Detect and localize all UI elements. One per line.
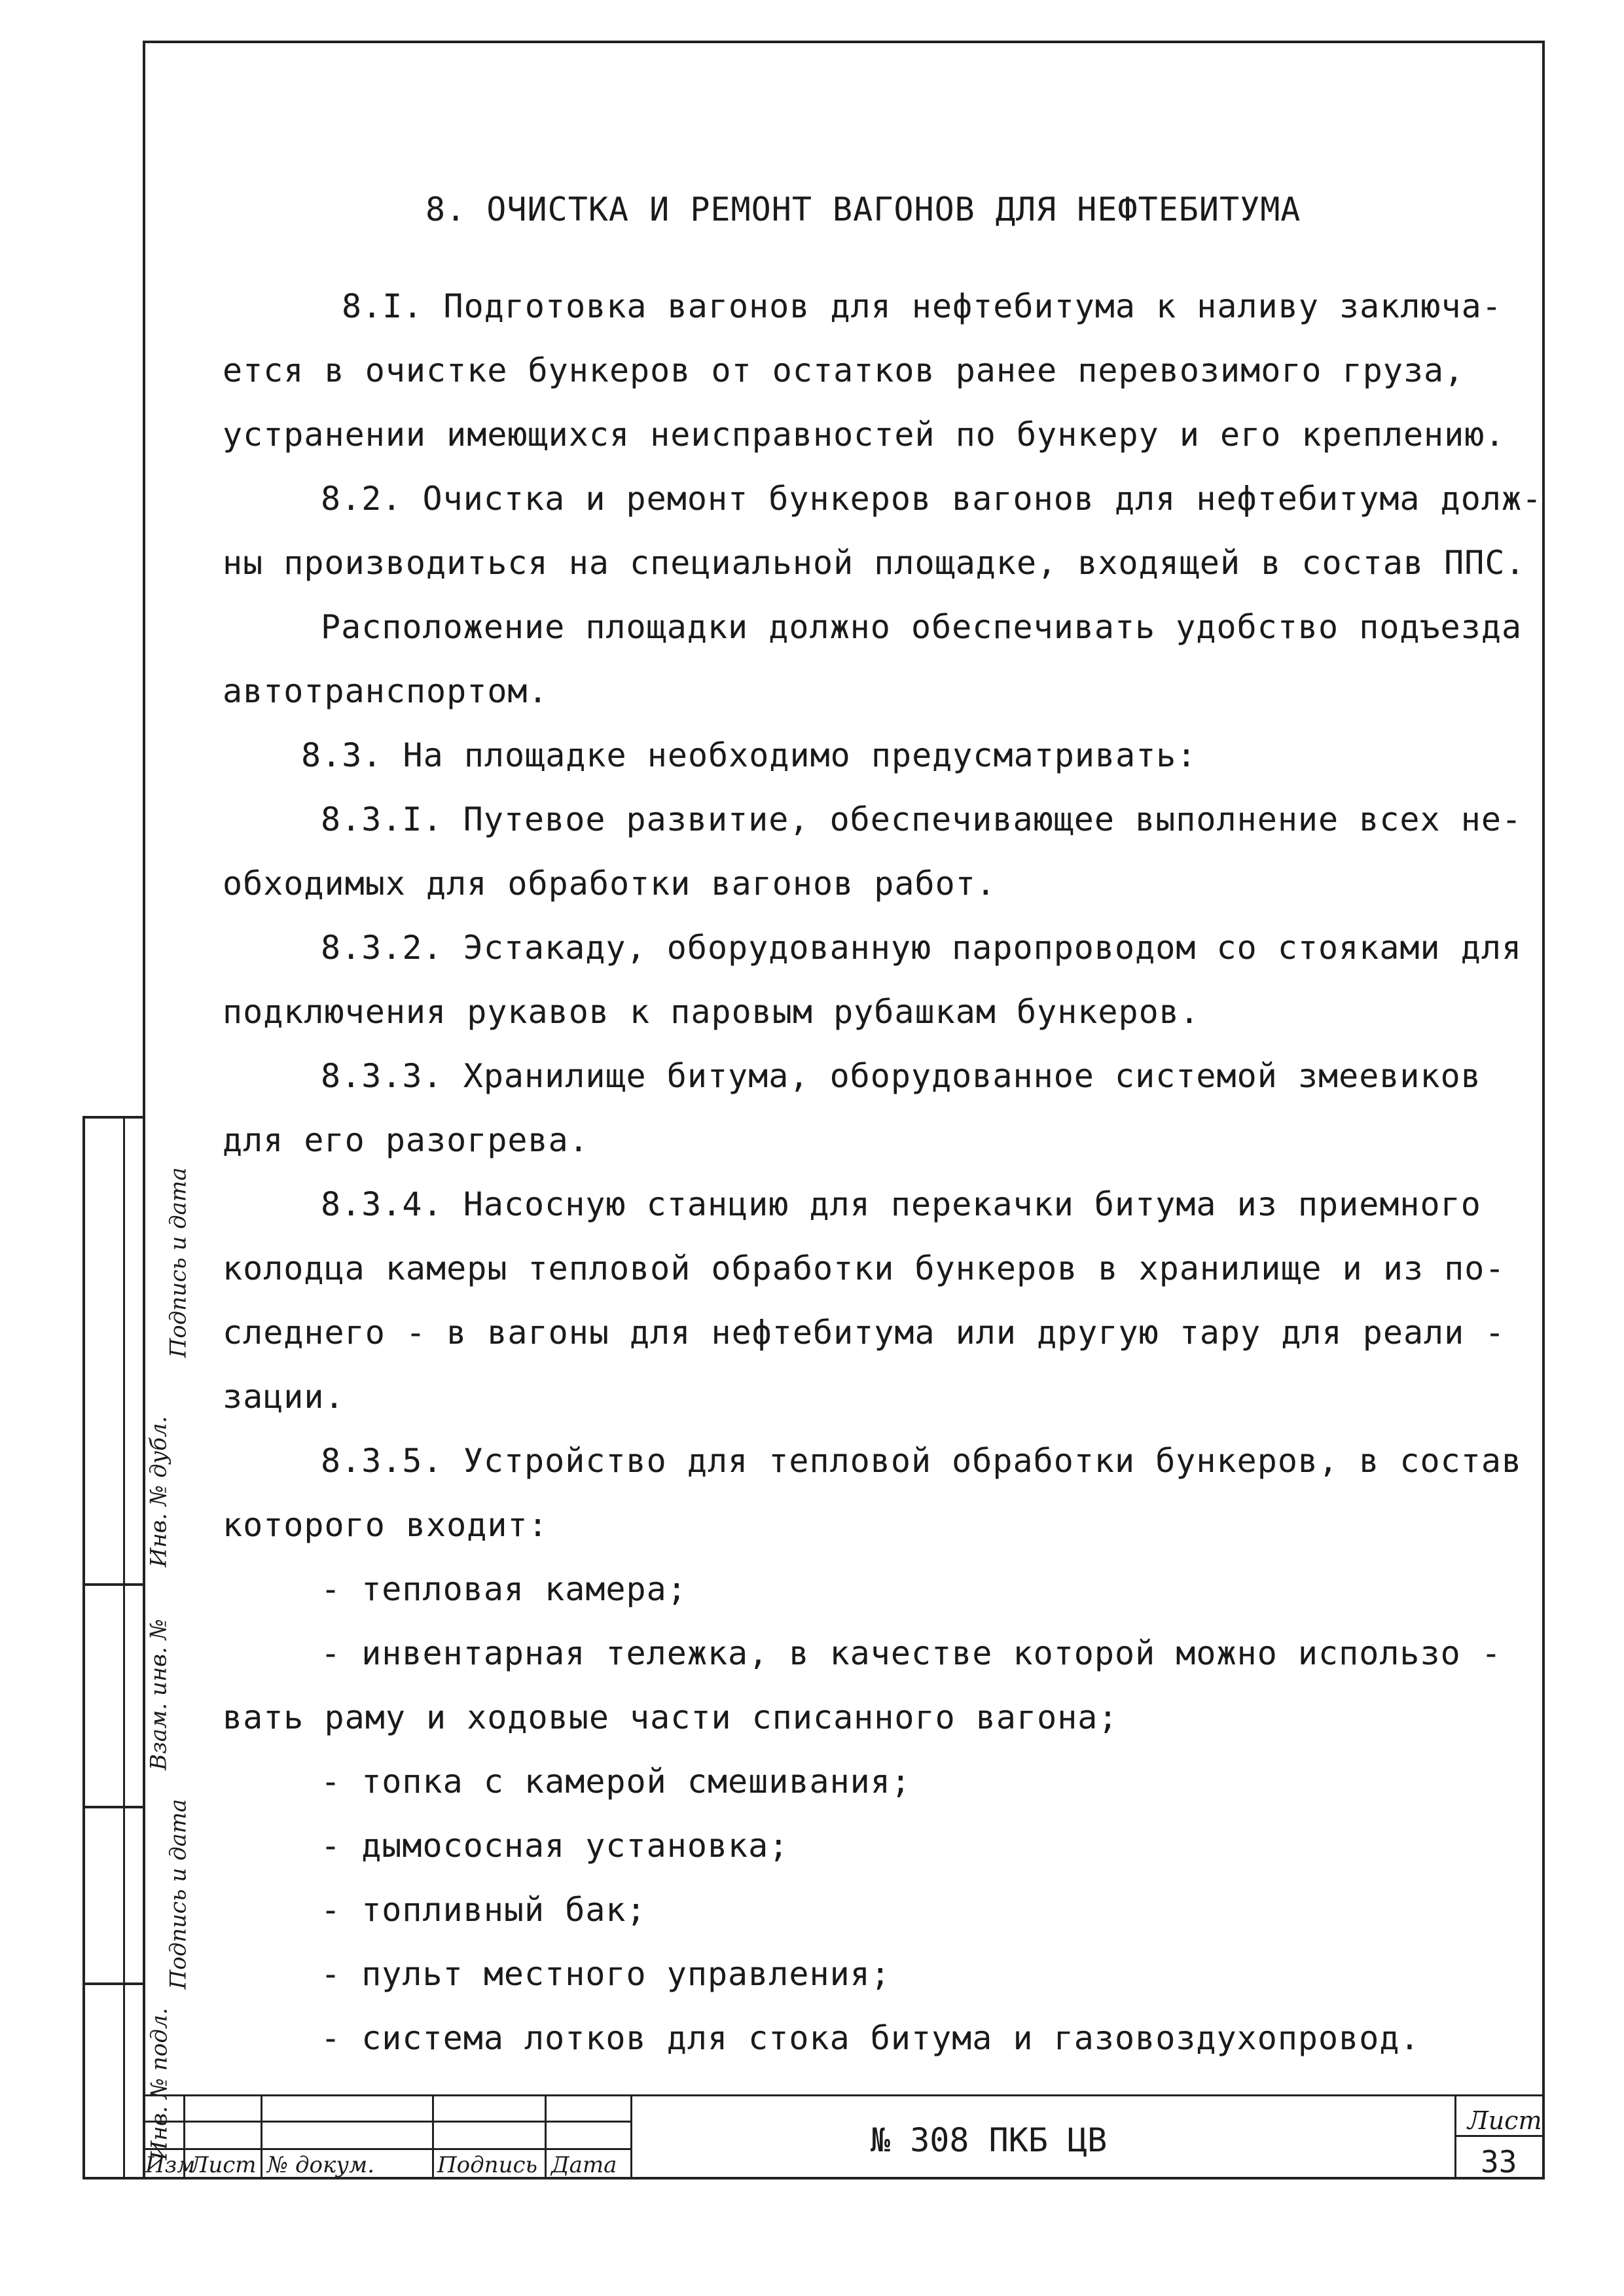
- text-line: 8.3.I. Путевое развитие, обеспечивающее выполнение всех не-: [321, 800, 1523, 838]
- sheet-label: Лист: [1468, 2106, 1542, 2135]
- text-line: ется в очистке бункеров от остатков ранее перевозимого груза,: [223, 351, 1465, 389]
- text-line: ны производиться на специальной площадке, входящей в состав ППС.: [223, 544, 1526, 582]
- list-item: - топливный бак;: [321, 1891, 647, 1929]
- text-line: 8.3.5. Устройство для тепловой обработки бункеров, в состав: [321, 1442, 1523, 1480]
- text-line: обходимых для обработки вагонов работ.: [223, 865, 996, 903]
- strip-label-sign-date-top: Подпись и дата: [165, 1167, 192, 1358]
- tb-col-rule: [545, 2094, 547, 2179]
- text-line: зации.: [223, 1378, 345, 1416]
- list-item: вать раму и ходовые части списанного вагона;: [223, 1698, 1119, 1736]
- list-item: - тепловая камера;: [321, 1570, 687, 1608]
- text-line: 8.3.2. Эстакаду, оборудованную паропроводом со стояками для: [321, 929, 1523, 967]
- tb-caption-doc: № докум.: [267, 2152, 375, 2178]
- text-line: устранении имеющихся неисправностей по бункеру и его креплению.: [223, 416, 1506, 454]
- text-line: 8.I. Подготовка вагонов для нефтебитума к наливу заключа-: [342, 287, 1502, 325]
- text-line: 8.3. На площадке необходимо предусматривать:: [301, 736, 1197, 774]
- text-line: 8.3.3. Хранилище битума, оборудованное системой змеевиков: [321, 1057, 1481, 1095]
- strip-label-inv-podl: Инв. № подл.: [146, 2007, 173, 2161]
- strip-label-inv-dubl: Инв. № дубл.: [145, 1416, 172, 1568]
- tb-caption-sign: Подпись: [437, 2152, 538, 2178]
- tb-col-rule: [261, 2094, 262, 2179]
- strip-label-sign-date: Подпись и дата: [165, 1799, 192, 1990]
- list-item: - пульт местного управления;: [321, 1955, 891, 1993]
- text-line: автотранспортом.: [223, 672, 549, 710]
- tb-col-rule: [1454, 2094, 1456, 2179]
- tb-rule: [143, 2148, 630, 2150]
- text-line: для его разогрева.: [223, 1121, 589, 1159]
- tb-caption-list: Лист: [190, 2152, 257, 2178]
- strip-label-vzam-inv: Взам. инв. №: [145, 1619, 172, 1770]
- text-line: которого входит:: [223, 1506, 549, 1544]
- tb-caption-izm: Изм: [145, 2152, 196, 2178]
- tb-caption-date: Дата: [551, 2152, 617, 2178]
- list-item: - система лотков для стока битума и газовоздухопровод.: [321, 2019, 1420, 2057]
- list-item: - топка с камерой смешивания;: [321, 1763, 911, 1801]
- text-line: колодца камеры тепловой обработки бункеров в хранилище и из по-: [223, 1249, 1506, 1287]
- list-item: - инвентарная тележка, в качестве которой можно использо -: [321, 1634, 1502, 1672]
- text-line: Расположение площадки должно обеспечивать удобство подъезда: [321, 608, 1523, 646]
- tb-col-rule: [432, 2094, 434, 2179]
- tb-col-rule: [630, 2094, 632, 2179]
- tb-rule: [143, 2121, 630, 2123]
- text-line: следнего - в вагоны для нефтебитума или другую тару для реали -: [223, 1314, 1506, 1352]
- text-line: 8.2. Очистка и ремонт бункеров вагонов для нефтебитума долж-: [321, 480, 1543, 518]
- sheet-number: 33: [1481, 2144, 1517, 2179]
- strip-divider: [85, 1583, 143, 1586]
- section-title: 8. ОЧИСТКА И РЕМОНТ ВАГОНОВ ДЛЯ НЕФТЕБИТУМА: [425, 190, 1301, 228]
- document-number: № 308 ПКБ ЦВ: [871, 2121, 1108, 2159]
- text-line: подключения рукавов к паровым рубашкам бункеров.: [223, 993, 1200, 1031]
- tb-rule: [143, 2094, 1545, 2096]
- list-item: - дымососная установка;: [321, 1827, 789, 1865]
- tb-rule: [1454, 2135, 1545, 2137]
- text-line: 8.3.4. Насосную станцию для перекачки битума из приемного: [321, 1185, 1481, 1223]
